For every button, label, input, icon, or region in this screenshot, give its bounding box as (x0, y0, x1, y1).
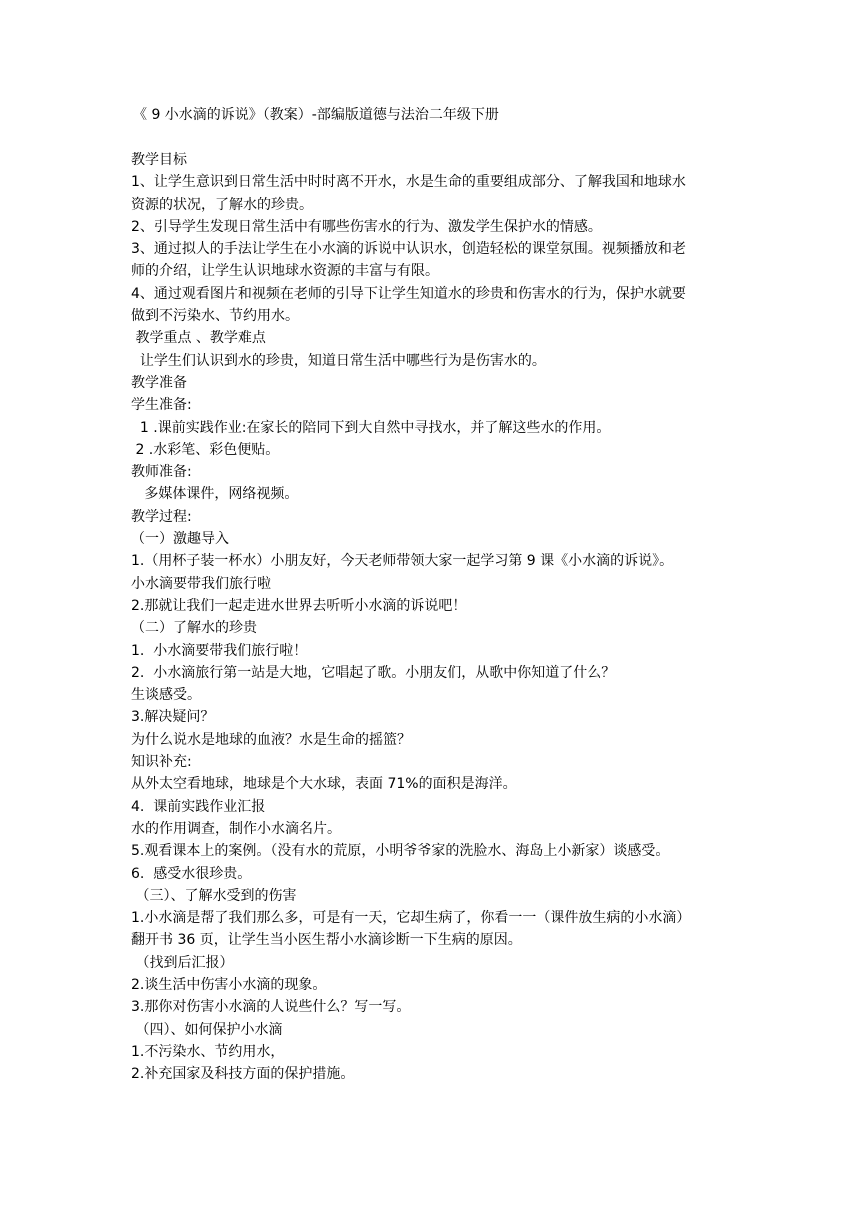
text-line: 学生准备: (131, 397, 192, 414)
text-line: 4、通过观看图片和视频在老师的引导下让学生知道水的珍贵和伤害水的行为，保护水就要 (131, 285, 686, 302)
text-line: 水的作用调查，制作小水滴名片。 (131, 820, 341, 837)
text-line: （一）激趣导入 (131, 531, 229, 548)
text-line: 6. 感受水很珍贵。 (131, 865, 252, 882)
text-line: 师的介绍，让学生认识地球水资源的丰富与有限。 (131, 263, 439, 280)
text-line: 从外太空看地球，地球是个大水球，表面 71%的面积是海洋。 (131, 776, 517, 793)
text-line: 1.小水滴是帮了我们那么多，可是有一天，它却生病了，你看一一（课件放生病的小水滴） (131, 910, 691, 927)
document-body (131, 149, 731, 1085)
text-line: 多媒体课件，网络视频。 (131, 486, 299, 503)
text-line: 3.那你对伤害小水滴的人说些什么？写一写。 (131, 999, 411, 1016)
text-line: 2 .水彩笔、彩色便贴。 (131, 441, 280, 458)
text-line: （三）、了解水受到的伤害 (131, 887, 297, 904)
text-line: 1.不污染水、节约用水， (131, 1043, 285, 1060)
text-line: 5.观看课本上的案例。（没有水的荒原，小明爷爷家的洗脸水、海岛上小新家）谈感受。 (131, 843, 670, 860)
text-line: 生谈感受。 (131, 687, 201, 704)
text-line: 1.（用杯子装一杯水）小朋友好，今天老师带领大家一起学习第 9 课《小水滴的诉说》。 (131, 553, 674, 570)
text-line: 为什么说水是地球的血液？水是生命的摇篮？ (131, 731, 411, 748)
text-line: 教学准备 (131, 374, 187, 391)
text-line: 知识补充: (131, 754, 192, 771)
text-line: 2.那就让我们一起走进水世界去听听小水滴的诉说吧！ (131, 597, 467, 614)
text-line: 教学目标 (131, 152, 187, 168)
text-line: 1. 小水滴要带我们旅行啦！ (131, 642, 308, 659)
text-line: 1 .课前实践作业:在家长的陪同下到大自然中寻找水，并了解这些水的作用。 (131, 419, 611, 436)
text-line: 教学过程: (131, 508, 192, 525)
text-line: 2、引导学生发现日常生活中有哪些伤害水的行为、激发学生保护水的情感。 (131, 218, 602, 235)
text-line: 教学重点 、教学难点 (131, 330, 266, 347)
text-line: （二）了解水的珍贵 (131, 620, 257, 637)
text-line: 让学生们认识到水的珍贵，知道日常生活中哪些行为是伤害水的。 (131, 352, 546, 369)
text-line: 4. 课前实践作业汇报 (131, 798, 266, 815)
text-line: 2.补充国家及科技方面的保护措施。 (131, 1066, 355, 1083)
text-line: 资源的状况，了解水的珍贵。 (131, 196, 313, 213)
text-line: 小水滴要带我们旅行啦 (131, 575, 271, 592)
text-line: 翻开书 36 页，让学生当小医生帮小水滴诊断一下生病的原因。 (131, 932, 522, 949)
text-line: 3.解决疑问？ (131, 709, 215, 726)
text-line: （四）、如何保护小水滴 (131, 1021, 283, 1038)
document-title: 《 9 小水滴的诉说》（教案）-部编版道德与法治二年级下册 (133, 107, 499, 123)
text-line: 1、让学生意识到日常生活中时时离不开水，水是生命的重要组成部分、了解我国和地球水 (131, 174, 686, 191)
text-line: 教师准备: (131, 464, 192, 481)
text-line: 做到不污染水、节约用水。 (131, 308, 299, 325)
text-line: 2.谈生活中伤害小水滴的现象。 (131, 976, 327, 993)
text-line: 2. 小水滴旅行第一站是大地，它唱起了歌。小朋友们，从歌中你知道了什么？ (131, 664, 616, 681)
text-line: （找到后汇报） (131, 954, 234, 971)
text-line: 3、通过拟人的手法让学生在小水滴的诉说中认识水，创造轻松的课堂氛围。视频播放和老 (131, 241, 686, 258)
